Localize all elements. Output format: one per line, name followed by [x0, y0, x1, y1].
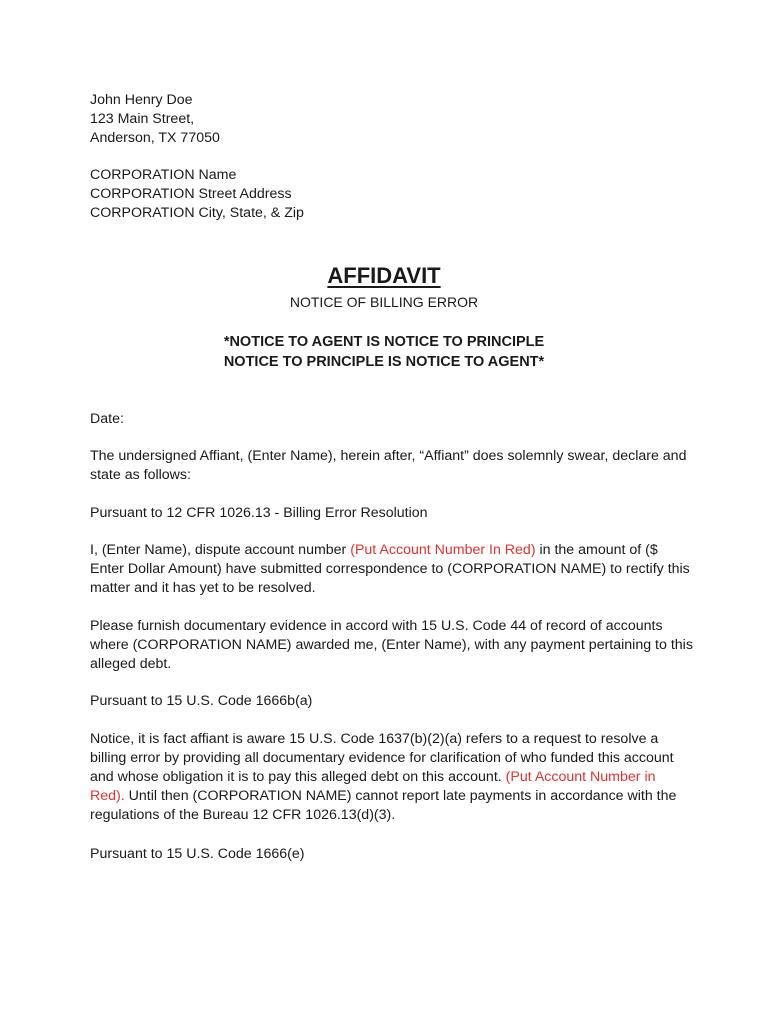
dispute-line-1: [90, 541, 690, 560]
furnish-line-2: where (CORPORATION NAME) awarded me, (Enter Name), with any payment pertaining to this: [90, 637, 693, 653]
recipient-name: CORPORATION Name: [90, 167, 237, 183]
notice-line-4: [90, 787, 690, 806]
pursuant-cfr-1026-13: [90, 504, 690, 523]
sender-city: Anderson, TX 77050: [90, 130, 220, 146]
notice-line-2: billing error by providing all documentary evidence for clarification of who funded this account: [90, 750, 674, 766]
notice-paragraph: [90, 730, 690, 825]
furnish-line-3: alleged debt.: [90, 656, 172, 672]
dispute-line-1-end: in the amount of ($: [535, 542, 658, 558]
date-label: Date:: [90, 411, 124, 427]
account-number-placeholder-2a: (Put Account Number in: [505, 769, 656, 785]
pursuant-1-text: Pursuant to 12 CFR 1026.13 - Billing Error Resolution: [90, 505, 428, 521]
notice-line-3: [90, 768, 690, 787]
pursuant-3-text: Pursuant to 15 U.S. Code 1666(e): [90, 846, 305, 862]
dispute-paragraph: [90, 541, 690, 598]
account-number-placeholder-2b: Red).: [90, 788, 125, 804]
furnish-line-1: Please furnish documentary evidence in accord with 15 U.S. Code 44 of record of accounts: [90, 618, 663, 634]
recipient-street: CORPORATION Street Address: [90, 186, 292, 202]
pursuant-usc-1666e: [90, 845, 690, 864]
account-number-placeholder: (Put Account Number In Red): [350, 542, 536, 558]
furnish-evidence-paragraph: [90, 617, 693, 674]
dispute-line-2: Enter Dollar Amount) have submitted correspondence to (CORPORATION NAME) to rectify this: [90, 561, 690, 577]
pursuant-2-text: Pursuant to 15 U.S. Code 1666b(a): [90, 693, 313, 709]
notice-line-3-start: and whose obligation it is to pay this alleged debt on this account.: [90, 769, 506, 785]
notice-line-4-end: Until then (CORPORATION NAME) cannot report late payments in accordance with the: [124, 788, 677, 804]
affiant-line-2: state as follows:: [90, 467, 191, 483]
pursuant-usc-1666b: [90, 692, 690, 711]
recipient-address: [90, 166, 690, 223]
notice-line-1: Notice, it is fact affiant is aware 15 U.S. Code 1637(b)(2)(a) refers to a request to resolve a: [90, 731, 659, 747]
dispute-line-1-start: I, (Enter Name), dispute account number: [90, 542, 351, 558]
affiant-line-1: The undersigned Affiant, (Enter Name), herein after, “Affiant” does solemnly swear, declare and: [90, 448, 687, 464]
agency-notice: [0, 332, 768, 372]
sender-street: 123 Main Street,: [90, 111, 195, 127]
notice-line-5: regulations of the Bureau 12 CFR 1026.13(d)(3).: [90, 807, 396, 823]
document-title: AFFIDAVIT: [327, 263, 441, 288]
recipient-city: CORPORATION City, State, & Zip: [90, 205, 304, 221]
agency-notice-line-1: *NOTICE TO AGENT IS NOTICE TO PRINCIPLE: [223, 334, 545, 350]
date-line: [90, 410, 690, 429]
sender-name: John Henry Doe: [90, 92, 193, 108]
agency-notice-line-2: NOTICE TO PRINCIPLE IS NOTICE TO AGENT*: [223, 354, 545, 370]
sender-address: [90, 91, 690, 148]
affiant-paragraph: [90, 447, 690, 485]
document-subtitle: NOTICE OF BILLING ERROR: [289, 294, 479, 310]
dispute-line-3: matter and it has yet to be resolved.: [90, 580, 316, 596]
